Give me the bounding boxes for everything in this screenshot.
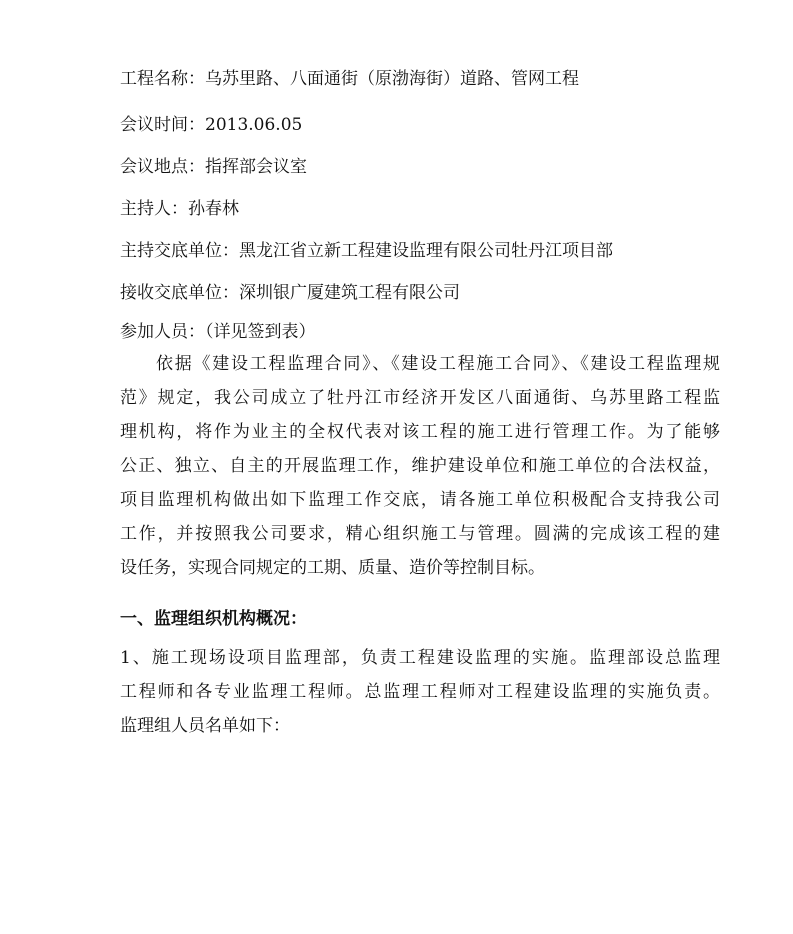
intro-line: 理机构，将作为业主的全权代表对该工程的施工进行管理工作。为了能够 (120, 422, 720, 442)
meeting-place-line (120, 157, 307, 177)
section1-paragraph (120, 641, 720, 743)
meeting-place-label: 会议地点： (120, 157, 205, 177)
intro-line: 范》规定，我公司成立了牡丹江市经济开发区八面通街、乌苏里路工程监 (120, 388, 720, 408)
host-unit-line (120, 241, 613, 261)
meeting-time-value: 2013.06.05 (205, 115, 303, 135)
host-line (120, 199, 239, 219)
project-name-value: 乌苏里路、八面通街（原渤海街）道路、管网工程 (205, 69, 579, 89)
host-value: 孙春林 (188, 199, 239, 219)
project-name-label: 工程名称： (120, 69, 205, 89)
intro-line: 依据《建设工程监理合同》、《建设工程施工合同》、《建设工程监理规 (156, 354, 720, 374)
attendees-value: （详见签到表） (205, 322, 316, 342)
intro-line: 公正、独立、自主的开展监理工作，维护建设单位和施工单位的合法权益， (120, 456, 720, 476)
section1-line: 1、施工现场设项目监理部，负责工程建设监理的实施。监理部设总监理 (120, 648, 720, 668)
intro-line: 设任务，实现合同规定的工期、质量、造价等控制目标。 (120, 558, 545, 578)
section1-line: 监理组人员名单如下： (120, 716, 290, 736)
host-unit-value: 黑龙江省立新工程建设监理有限公司牡丹江项目部 (239, 241, 613, 261)
meeting-time-line (120, 115, 302, 135)
section-heading: 一、监理组织机构概况： (120, 609, 307, 629)
project-name-line (120, 69, 579, 89)
attendees-line (120, 322, 316, 342)
intro-paragraph (120, 347, 720, 585)
host-label: 主持人： (120, 199, 188, 219)
intro-line: 工作，并按照我公司要求，精心组织施工与管理。圆满的完成该工程的建 (120, 524, 720, 544)
receiver-unit-value: 深圳银广厦建筑工程有限公司 (239, 283, 460, 303)
intro-line: 项目监理机构做出如下监理工作交底，请各施工单位积极配合支持我公司 (120, 490, 720, 510)
section1-line: 工程师和各专业监理工程师。总监理工程师对工程建设监理的实施负责。 (120, 682, 720, 702)
meeting-time-label: 会议时间： (120, 115, 205, 135)
host-unit-label: 主持交底单位： (120, 241, 239, 261)
receiver-unit-line (120, 283, 460, 303)
attendees-label: 参加人员： (120, 322, 205, 342)
receiver-unit-label: 接收交底单位： (120, 283, 239, 303)
meeting-place-value: 指挥部会议室 (205, 157, 307, 177)
